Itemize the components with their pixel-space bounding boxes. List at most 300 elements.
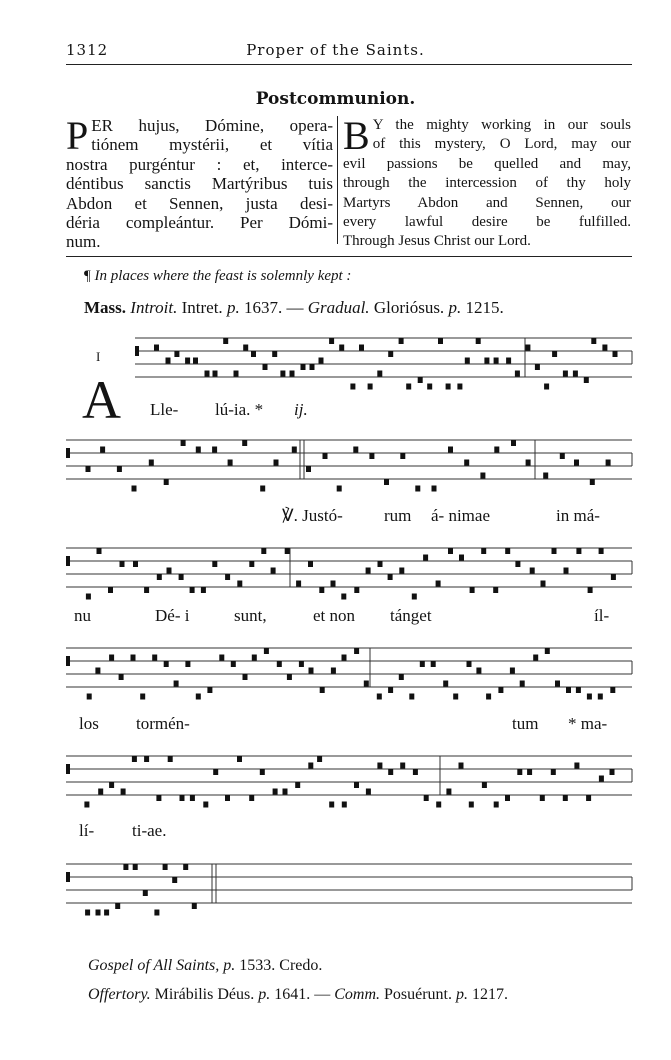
neume: [213, 371, 218, 377]
chant-staff-3: [0, 540, 671, 600]
neume: [590, 479, 595, 485]
neume: [100, 447, 105, 453]
neume: [181, 440, 186, 446]
neume: [366, 568, 371, 574]
neume: [459, 763, 464, 769]
neume: [551, 769, 556, 775]
neume: [354, 782, 359, 788]
neume: [86, 594, 91, 600]
neume: [510, 668, 515, 674]
neume: [399, 338, 404, 344]
comm-p: p.: [456, 986, 468, 1003]
mode-number: I: [96, 349, 101, 364]
neume: [563, 371, 568, 377]
neume: [552, 351, 557, 357]
lyric-syllable: sunt,: [234, 606, 267, 625]
neume: [109, 655, 114, 661]
lyric-syllable: tormén-: [136, 714, 190, 733]
neume: [480, 473, 485, 479]
neume: [598, 694, 603, 700]
neume: [296, 581, 301, 587]
lyric-syllable: * ma-: [568, 714, 608, 733]
neume: [484, 358, 489, 364]
neume: [448, 548, 453, 554]
neume: [506, 358, 511, 364]
neume: [576, 548, 581, 554]
neume: [339, 345, 344, 351]
dash: —: [314, 986, 331, 1003]
dash: —: [286, 298, 304, 317]
neume: [140, 694, 145, 700]
comm-page: 1217.: [472, 986, 508, 1003]
neume: [306, 466, 311, 472]
offertory-p: p.: [258, 986, 271, 1003]
neume: [152, 655, 157, 661]
neume: [432, 486, 437, 492]
latin-line: Abdon et Sennen, justa desi-: [66, 193, 333, 213]
neume: [223, 338, 228, 344]
neume: [564, 568, 569, 574]
neume: [98, 789, 103, 795]
comm-text: Posuérunt.: [384, 986, 452, 1003]
neume: [337, 486, 342, 492]
neume: [320, 687, 325, 693]
neume: [587, 694, 592, 700]
lyric-syllable: ij.: [294, 400, 308, 419]
neume: [95, 668, 100, 674]
neume: [415, 486, 420, 492]
neume: [541, 581, 546, 587]
neume: [243, 674, 248, 680]
neume: [166, 358, 171, 364]
neume: [525, 345, 530, 351]
neume: [190, 795, 195, 801]
neume: [290, 371, 295, 377]
neume: [164, 661, 169, 667]
neume: [185, 358, 190, 364]
neume: [464, 460, 469, 466]
postcommunion-heading: Postcommunion.: [255, 89, 416, 109]
neume: [331, 668, 336, 674]
neume: [133, 561, 138, 567]
neume: [84, 802, 89, 808]
header-rule: [66, 64, 632, 65]
neume: [443, 681, 448, 687]
neume: [436, 581, 441, 587]
lyric-syllable: á- nimae: [431, 506, 490, 525]
neume: [459, 555, 464, 561]
neume: [323, 453, 328, 459]
neume: [144, 756, 149, 762]
neume: [242, 440, 247, 446]
neume: [115, 903, 120, 909]
chant-initial: A: [82, 370, 121, 430]
neume: [274, 460, 279, 466]
gradual-p: p.: [448, 298, 462, 317]
neume: [117, 466, 122, 472]
neume: [517, 769, 522, 775]
neume: [154, 345, 159, 351]
clef-mark: [66, 448, 70, 458]
neume: [154, 910, 159, 916]
neume: [212, 561, 217, 567]
neume: [354, 587, 359, 593]
gradual-page: 1215.: [465, 298, 504, 317]
lyric-syllable: in má-: [556, 506, 600, 525]
neume: [591, 338, 596, 344]
neume: [183, 864, 188, 870]
neume: [552, 548, 557, 554]
neume: [446, 789, 451, 795]
neume: [526, 460, 531, 466]
neume: [143, 890, 148, 896]
neume: [511, 440, 516, 446]
english-line: every lawful desire be fulfilled.: [343, 214, 631, 231]
neume: [427, 384, 432, 390]
offertory-page: 1641.: [274, 986, 311, 1003]
neume: [163, 864, 168, 870]
lyric-syllable: íl-: [594, 606, 610, 625]
clef-mark: [66, 872, 70, 882]
neume: [190, 587, 195, 593]
neume: [535, 364, 540, 370]
postcommunion-english: [343, 113, 631, 252]
column-divider: [337, 116, 338, 244]
neume: [164, 479, 169, 485]
neume: [409, 694, 414, 700]
neume: [388, 687, 393, 693]
neume: [467, 661, 472, 667]
neume: [418, 377, 423, 383]
lyric-syllable: et non: [313, 606, 356, 625]
neume: [277, 661, 282, 667]
neume: [264, 648, 269, 654]
clef-mark: [66, 656, 70, 666]
neume: [424, 795, 429, 801]
neume: [465, 358, 470, 364]
gospel-line: [88, 957, 322, 975]
neume: [470, 587, 475, 593]
neume: [196, 694, 201, 700]
lyric-syllable: los: [79, 714, 99, 733]
neume: [331, 581, 336, 587]
neume: [272, 351, 277, 357]
pilcrow: ¶: [84, 268, 91, 284]
neume: [498, 687, 503, 693]
neume: [515, 371, 520, 377]
neume: [237, 581, 242, 587]
neume: [545, 648, 550, 654]
neume: [108, 587, 113, 593]
neume: [555, 681, 560, 687]
neume: [119, 674, 124, 680]
neume: [606, 460, 611, 466]
clef-mark: [66, 556, 70, 566]
neume: [87, 694, 92, 700]
neume: [486, 694, 491, 700]
neume: [481, 548, 486, 554]
chant-staff-2: [0, 432, 671, 492]
neume: [292, 447, 297, 453]
neume: [213, 769, 218, 775]
neume: [309, 668, 314, 674]
neume: [574, 460, 579, 466]
latin-line: déntibus sanctis Martýribus tuis: [66, 174, 333, 194]
neume: [260, 769, 265, 775]
neume: [295, 782, 300, 788]
neume: [520, 681, 525, 687]
neume: [566, 687, 571, 693]
neume: [120, 561, 125, 567]
neume: [482, 782, 487, 788]
neume: [144, 587, 149, 593]
english-dropcap: B: [343, 113, 370, 158]
neume: [203, 802, 208, 808]
rubric-note: [84, 268, 351, 285]
neume: [560, 453, 565, 459]
neume: [576, 687, 581, 693]
neume: [172, 877, 177, 883]
neume: [406, 384, 411, 390]
neume: [180, 795, 185, 801]
neume: [219, 655, 224, 661]
neume: [476, 668, 481, 674]
lyric-syllable: rum: [384, 506, 412, 525]
lyric-syllable: tánget: [390, 606, 432, 625]
neume: [505, 548, 510, 554]
rubric-text: In places where the feast is solemnly kept :: [94, 268, 352, 284]
postcommunion-latin: [66, 113, 333, 252]
neume: [329, 802, 334, 808]
neume: [493, 587, 498, 593]
neume: [611, 574, 616, 580]
neume: [436, 802, 441, 808]
neume: [310, 364, 315, 370]
neume: [369, 453, 374, 459]
neume: [448, 447, 453, 453]
neume: [243, 345, 248, 351]
neume: [400, 453, 405, 459]
neume: [602, 345, 607, 351]
neume: [273, 789, 278, 795]
neume: [237, 756, 242, 762]
neume: [377, 371, 382, 377]
neume: [476, 338, 481, 344]
neume: [308, 561, 313, 567]
neume: [413, 769, 418, 775]
neume: [420, 661, 425, 667]
neume: [228, 460, 233, 466]
mass-line: [84, 298, 504, 318]
chant-staff-5: [0, 748, 671, 808]
introit-page: 1637.: [243, 298, 283, 317]
neume: [599, 776, 604, 782]
neume: [132, 486, 137, 492]
page-number: 1312: [66, 41, 109, 59]
neume: [543, 473, 548, 479]
neume: [86, 466, 91, 472]
neume: [457, 384, 462, 390]
gradual-text: Gloriósus.: [373, 298, 445, 317]
comm-label: Comm.: [334, 986, 380, 1003]
neume: [364, 681, 369, 687]
chant-staff-6: [0, 856, 671, 916]
offertory-line: [88, 986, 508, 1004]
neume: [540, 795, 545, 801]
neume: [588, 587, 593, 593]
neume: [283, 789, 288, 795]
neume: [377, 694, 382, 700]
neume: [207, 687, 212, 693]
neume: [168, 756, 173, 762]
lyric-syllable: lí-: [79, 821, 95, 840]
neume: [225, 574, 230, 580]
neume: [174, 681, 179, 687]
latin-line: nostra purgéntur : et, interce-: [66, 154, 333, 174]
neume: [85, 910, 90, 916]
neume: [378, 561, 383, 567]
latin-line: tiónem mystérii, et vítia: [91, 135, 333, 155]
chant-staff-1: [0, 330, 671, 390]
neume: [342, 802, 347, 808]
neume: [156, 795, 161, 801]
gospel-label: Gospel of All Saints,: [88, 957, 220, 974]
neume: [167, 568, 172, 574]
running-title: Proper of the Saints.: [246, 41, 425, 59]
neume: [366, 789, 371, 795]
neume: [329, 338, 334, 344]
english-line: Y the mighty working in our souls: [372, 117, 631, 133]
neume: [205, 371, 210, 377]
neume: [610, 769, 615, 775]
neume: [399, 568, 404, 574]
neume: [388, 351, 393, 357]
neume: [234, 371, 239, 377]
neume: [192, 903, 197, 909]
gradual-label: Gradual.: [307, 298, 370, 317]
gospel-p: p.: [223, 957, 236, 974]
neume: [260, 486, 265, 492]
neume: [530, 568, 535, 574]
neume: [317, 756, 322, 762]
neume: [179, 574, 184, 580]
neume: [271, 568, 276, 574]
neume: [319, 358, 324, 364]
latin-line: ER hujus, Dómine, opera-: [91, 116, 333, 135]
neume: [453, 694, 458, 700]
neume: [97, 548, 102, 554]
offertory-text: Mirábilis Déus.: [154, 986, 255, 1003]
neume: [123, 864, 128, 870]
neume: [249, 561, 254, 567]
introit-label: Introit.: [130, 298, 178, 317]
neume: [573, 371, 578, 377]
neume: [515, 561, 520, 567]
neume: [388, 574, 393, 580]
neume: [299, 661, 304, 667]
neume: [249, 795, 254, 801]
neume: [438, 338, 443, 344]
introit-text: Intret.: [181, 298, 223, 317]
neume: [285, 548, 290, 554]
neume: [301, 364, 306, 370]
neume: [494, 802, 499, 808]
lyric-syllable: lú-ia. *: [215, 400, 264, 419]
neume: [423, 555, 428, 561]
neume: [494, 358, 499, 364]
neume: [121, 789, 126, 795]
neume: [157, 574, 162, 580]
credo: Credo.: [279, 957, 323, 974]
neume: [359, 345, 364, 351]
neume: [400, 763, 405, 769]
neume: [196, 447, 201, 453]
section-rule: [66, 256, 632, 257]
neume: [412, 594, 417, 600]
neume: [574, 763, 579, 769]
neume: [384, 479, 389, 485]
neume: [354, 648, 359, 654]
neume: [185, 661, 190, 667]
english-line: Martyrs Abdon and Sennen, our: [343, 194, 631, 211]
neume: [505, 795, 510, 801]
gospel-page: 1533.: [239, 957, 276, 974]
english-line: of this mystery, O Lord, may our: [372, 136, 631, 153]
neume: [377, 763, 382, 769]
neume: [212, 447, 217, 453]
clef-mark: [66, 764, 70, 774]
neume: [261, 548, 266, 554]
neume: [494, 447, 499, 453]
neume: [469, 802, 474, 808]
neume: [193, 358, 198, 364]
latin-dropcap: P: [66, 113, 89, 158]
introit-p: p.: [226, 298, 240, 317]
neume: [563, 795, 568, 801]
neume: [109, 782, 114, 788]
neume: [251, 351, 256, 357]
neume: [431, 661, 436, 667]
neume: [132, 756, 137, 762]
neume: [149, 460, 154, 466]
latin-line: num.: [66, 232, 101, 252]
neume: [584, 377, 589, 383]
neume: [610, 687, 615, 693]
neume: [133, 864, 138, 870]
neume: [586, 795, 591, 801]
neume: [446, 384, 451, 390]
neume: [201, 587, 206, 593]
neume: [225, 795, 230, 801]
neume: [287, 674, 292, 680]
neume: [341, 594, 346, 600]
neume: [104, 910, 109, 916]
lyric-syllable: tum: [512, 714, 539, 733]
neume: [399, 674, 404, 680]
english-line: through the intercession of thy holy: [343, 175, 631, 192]
neume: [613, 351, 618, 357]
lyric-syllable: Lle-: [150, 400, 179, 419]
neume: [280, 371, 285, 377]
neume: [368, 384, 373, 390]
neume: [308, 763, 313, 769]
neume: [388, 769, 393, 775]
english-line: evil passions be quelled and may,: [343, 155, 631, 172]
chant-staff-4: [0, 640, 671, 700]
mass-label: Mass.: [84, 298, 127, 317]
neume: [342, 655, 347, 661]
lyric-syllable: nu: [74, 606, 91, 625]
